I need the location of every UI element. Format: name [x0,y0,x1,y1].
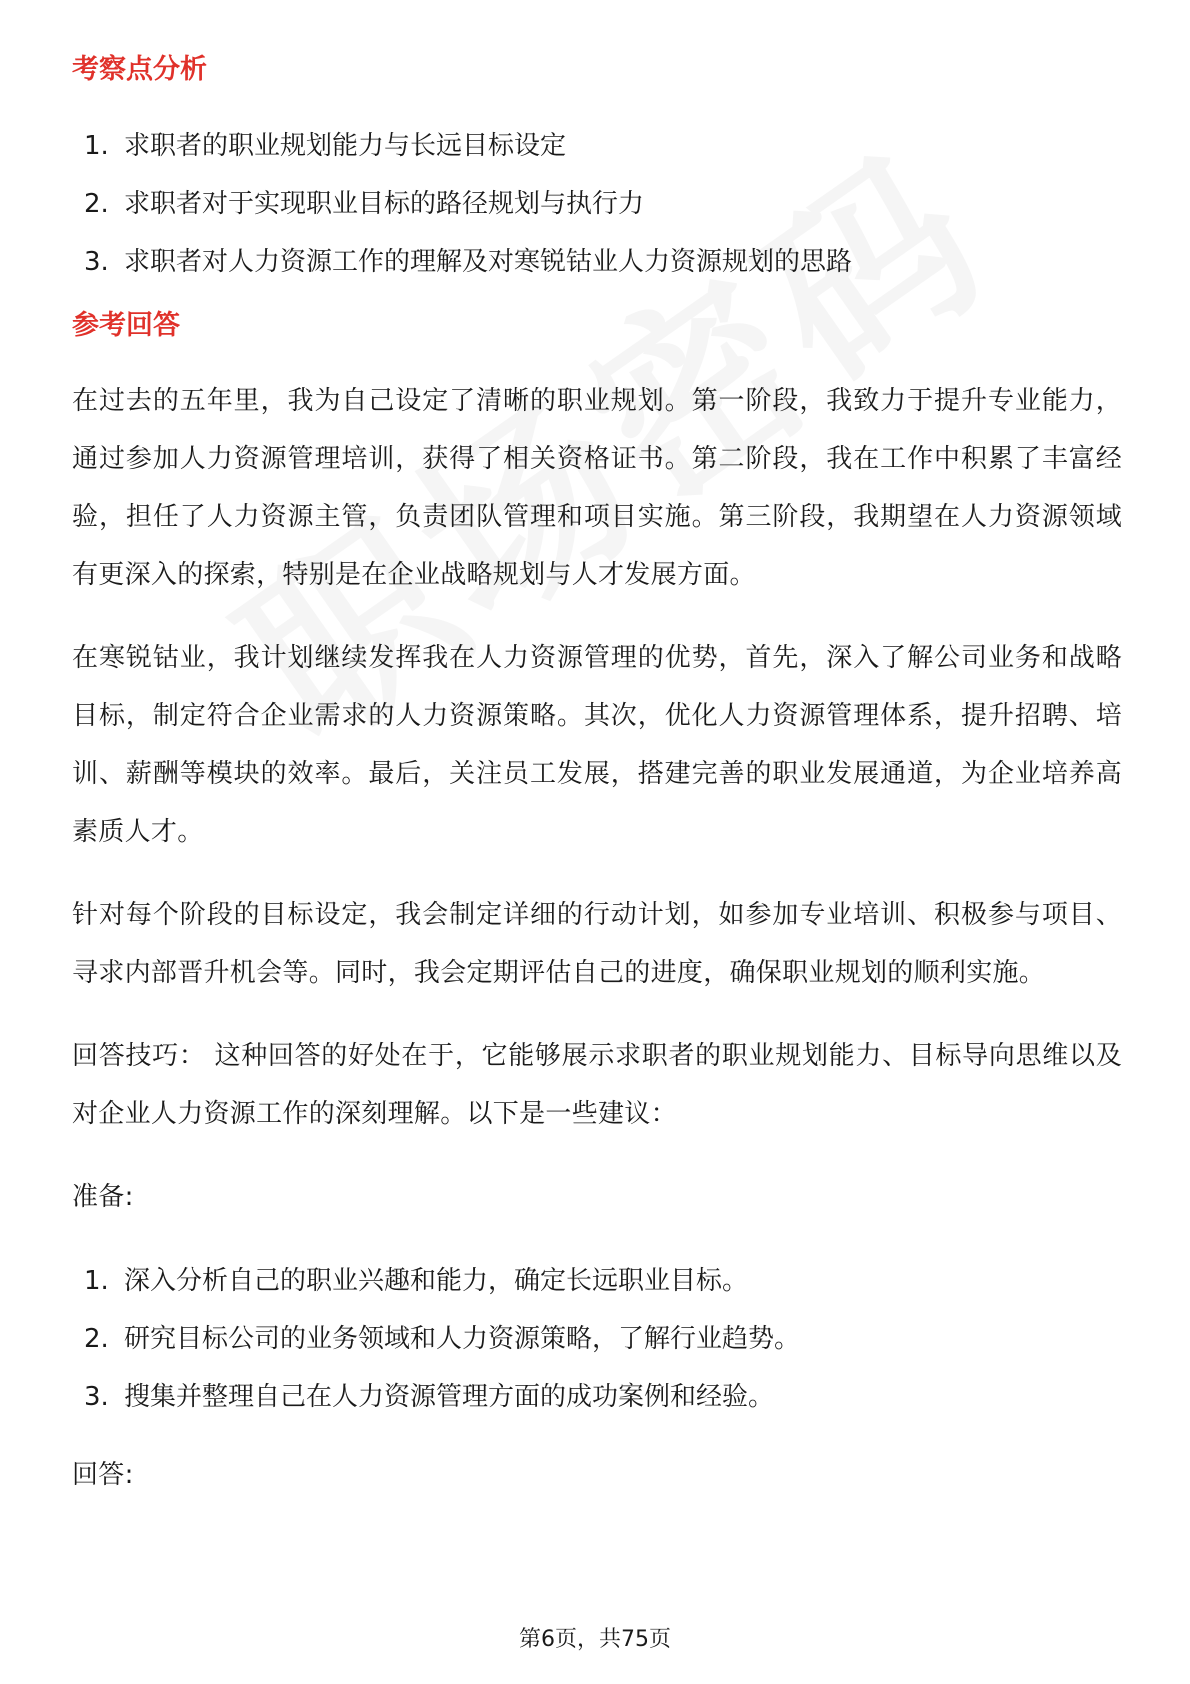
list-item [72,1368,1122,1426]
page-content [72,50,1122,1504]
list-item-number: 3. [84,247,109,277]
analysis-list [72,117,1122,291]
list-item-number: 2. [84,189,109,219]
list-item-number: 2. [84,1324,109,1354]
list-item [72,175,1122,233]
list-item-number: 1. [84,1266,109,1296]
answer-heading: 参考回答 [72,310,180,341]
list-item [72,233,1122,291]
list-item [72,1252,1122,1310]
page-number: 第6页，共75页 [519,1627,671,1652]
reply-label: 回答: [72,1460,134,1490]
list-item-text: 求职者对于实现职业目标的路径规划与执行力 [124,189,645,219]
answer-paragraph: 针对每个阶段的目标设定，我会制定详细的行动计划，如参加专业培训、积极参与项目、寻求内部晋升机会等。同时，我会定期评估自己的进度，确保职业规划的顺利实施。 [72,900,1122,988]
answer-paragraph: 在寒锐钴业，我计划继续发挥我在人力资源管理的优势，首先，深入了解公司业务和战略目标，制定符合企业需求的人力资源策略。其次，优化人力资源管理体系，提升招聘、培训、薪酬等模块的效率。最后，关注员工发展，搭建完善的职业发展通道，为企业培养高素质人才。 [72,643,1122,847]
list-item [72,1310,1122,1368]
list-item-text: 研究目标公司的业务领域和人力资源策略，了解行业趋势。 [124,1324,801,1354]
answer-paragraph: 在过去的五年里，我为自己设定了清晰的职业规划。第一阶段，我致力于提升专业能力，通过参加人力资源管理培训，获得了相关资格证书。第二阶段，我在工作中积累了丰富经验，担任了人力资源主管，负责团队管理和项目实施。第三阶段，我期望在人力资源领域有更深入的探索，特别是在企业战略规划与人才发展方面。 [72,386,1122,590]
prep-label: 准备: [72,1182,134,1212]
list-item [72,117,1122,175]
tips-paragraph: 回答技巧： 这种回答的好处在于，它能够展示求职者的职业规划能力、目标导向思维以及对企业人力资源工作的深刻理解。以下是一些建议： [72,1041,1122,1129]
list-item-text: 深入分析自己的职业兴趣和能力，确定长远职业目标。 [124,1266,749,1296]
list-item-text: 搜集并整理自己在人力资源管理方面的成功案例和经验。 [124,1382,775,1412]
list-item-text: 求职者对人力资源工作的理解及对寒锐钴业人力资源规划的思路 [124,247,853,277]
analysis-heading: 考察点分析 [72,54,207,85]
list-item-number: 3. [84,1382,109,1412]
prep-list [72,1252,1122,1426]
list-item-text: 求职者的职业规划能力与长远目标设定 [124,131,567,161]
list-item-number: 1. [84,131,109,161]
